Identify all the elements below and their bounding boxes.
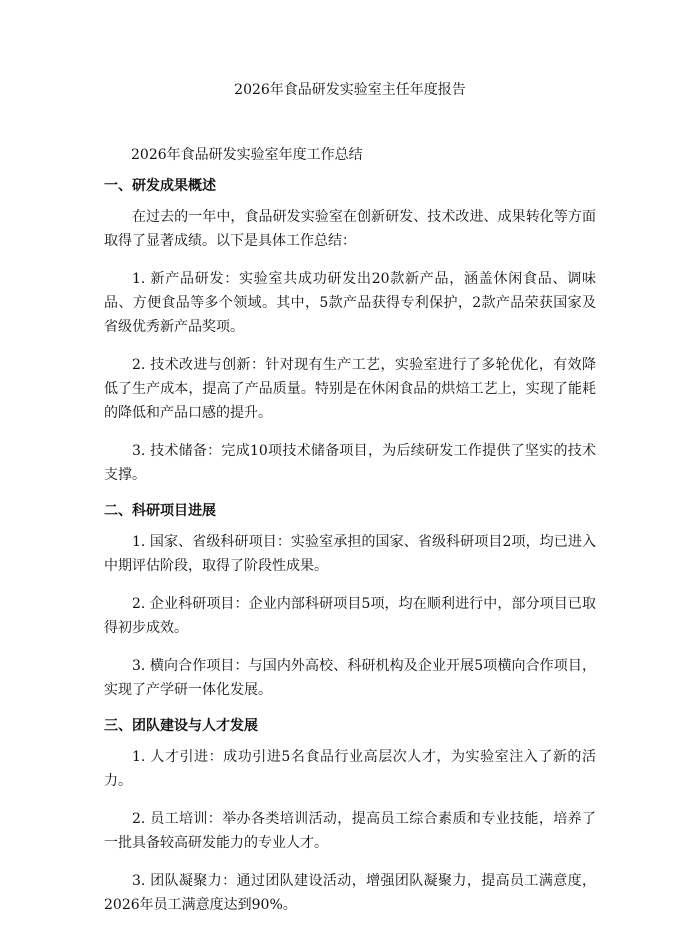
section-research-results <box>104 176 596 487</box>
paragraph: 1. 新产品研发：实验室共成功研发出20款新产品，涵盖休闲食品、调味品、方便食品等多个领域。其中，5款产品获得专利保护，2款产品荣获国家及省级优秀新产品奖项。 <box>104 271 596 335</box>
paragraph: 3. 团队凝聚力：通过团队建设活动，增强团队凝聚力，提高员工满意度，2026年员工满意度达到90%。 <box>104 873 596 913</box>
paragraph: 2. 企业科研项目：企业内部科研项目5项，均在顺利进行中，部分项目已取得初步成效。 <box>104 596 596 636</box>
document-subtitle: 2026年食品研发实验室年度工作总结 <box>131 147 363 163</box>
paragraph: 1. 人才引进：成功引进5名食品行业高层次人才，为实验室注入了新的活力。 <box>104 749 596 789</box>
section-heading: 一、研发成果概述 <box>104 178 216 194</box>
paragraph: 2. 技术改进与创新：针对现有生产工艺，实验室进行了多轮优化，有效降低了生产成本，提高了产品质量。特别是在休闲食品的烘焙工艺上，实现了能耗的降低和产品口感的提升。 <box>104 357 596 421</box>
paragraph: 3. 横向合作项目：与国内外高校、科研机构及企业开展5项横向合作项目，实现了产学研一体化发展。 <box>104 658 596 698</box>
paragraph: 2. 员工培训：举办各类培训活动，提高员工综合素质和专业技能，培养了一批具备较高研发能力的专业人才。 <box>104 811 596 851</box>
section-team-building <box>104 716 596 917</box>
section-heading: 三、团队建设与人才发展 <box>104 718 258 734</box>
paragraph: 1. 国家、省级科研项目：实验室承担的国家、省级科研项目2项，均已进入中期评估阶段，取得了阶段性成果。 <box>104 534 596 574</box>
document-title: 2026年食品研发实验室主任年度报告 <box>234 82 466 98</box>
document-body <box>104 176 596 931</box>
section-heading: 二、科研项目进展 <box>104 503 216 519</box>
paragraph: 3. 技术储备：完成10项技术储备项目，为后续研发工作提供了坚实的技术支撑。 <box>104 443 596 483</box>
paragraph: 在过去的一年中，食品研发实验室在创新研发、技术改进、成果转化等方面取得了显著成绩。以下是具体工作总结： <box>104 209 596 249</box>
section-project-progress <box>104 501 596 702</box>
